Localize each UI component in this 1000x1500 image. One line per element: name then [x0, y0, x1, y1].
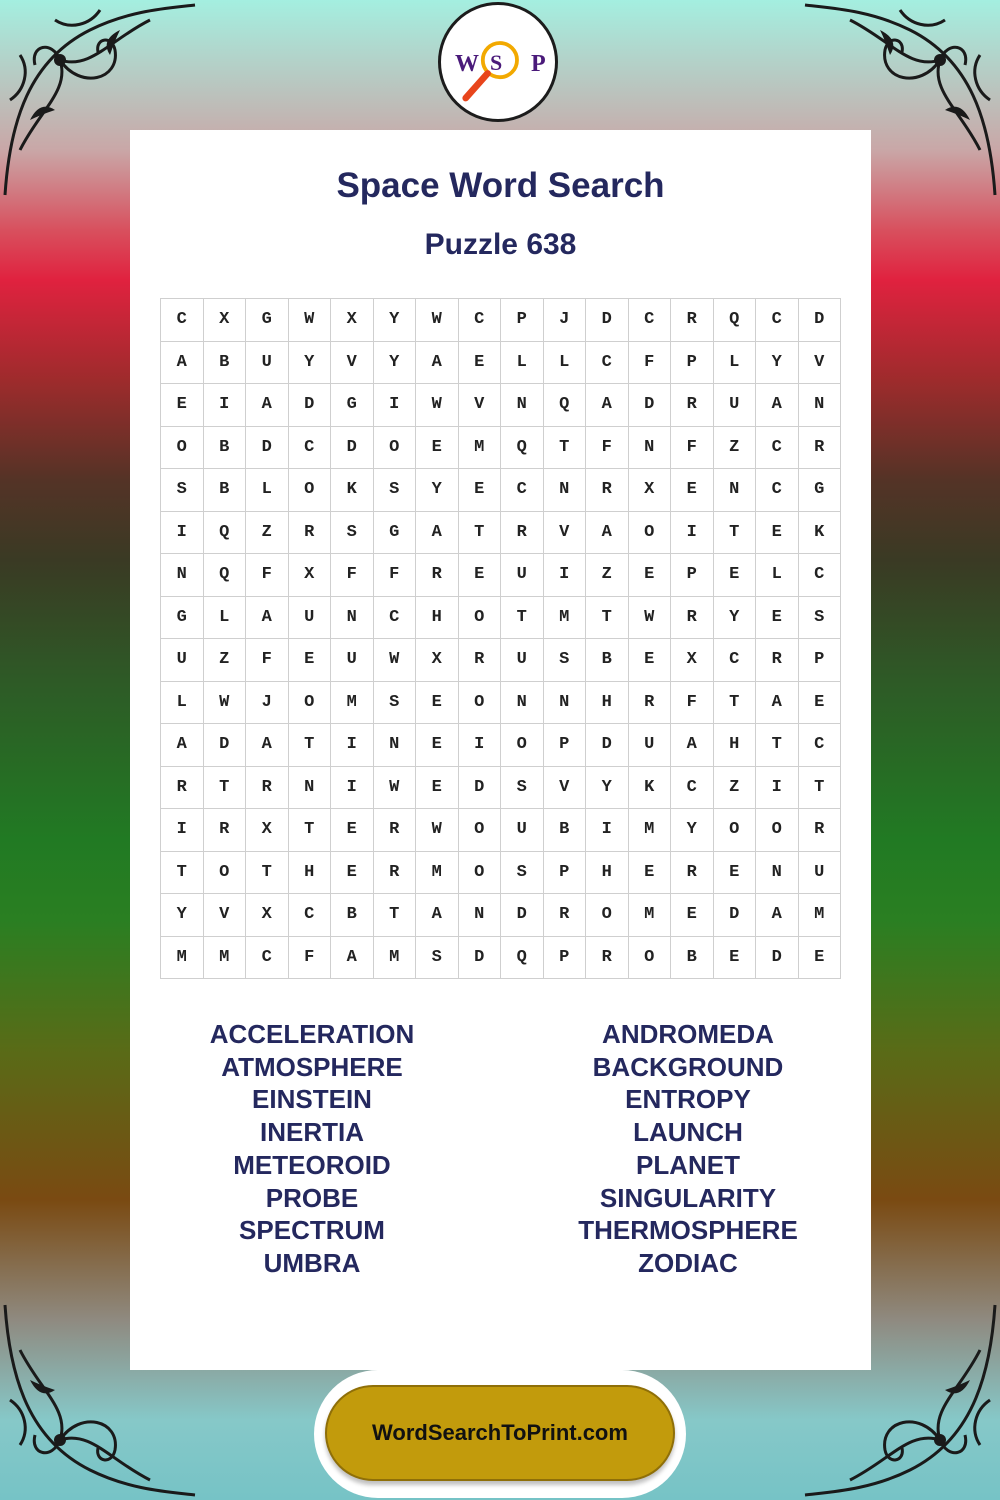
grid-cell[interactable]: Y [671, 809, 714, 852]
grid-cell[interactable]: P [501, 299, 544, 342]
word-item: SINGULARITY [599, 1182, 777, 1213]
grid-cell[interactable]: Q [204, 554, 247, 597]
grid-cell[interactable]: R [756, 639, 799, 682]
grid-cell[interactable]: M [161, 937, 204, 980]
grid-cell[interactable]: V [544, 512, 587, 555]
grid-cell[interactable]: E [416, 724, 459, 767]
grid-cell[interactable]: V [204, 894, 247, 937]
grid-cell[interactable]: S [331, 512, 374, 555]
grid-cell[interactable]: L [714, 342, 757, 385]
grid-cell[interactable]: D [756, 937, 799, 980]
grid-cell[interactable]: Y [714, 597, 757, 640]
grid-cell[interactable]: S [501, 852, 544, 895]
grid-cell[interactable]: T [501, 597, 544, 640]
grid-cell[interactable]: X [671, 639, 714, 682]
grid-cell[interactable]: D [501, 894, 544, 937]
grid-cell[interactable]: C [756, 299, 799, 342]
grid-cell[interactable]: N [544, 682, 587, 725]
grid-cell[interactable]: C [756, 469, 799, 512]
grid-cell[interactable]: S [416, 937, 459, 980]
puzzle-sheet [130, 130, 871, 1370]
grid-cell[interactable]: E [331, 852, 374, 895]
grid-cell[interactable]: A [161, 342, 204, 385]
grid-cell[interactable]: R [629, 682, 672, 725]
word-item: METEOROID [233, 1149, 391, 1180]
grid-cell[interactable]: W [416, 809, 459, 852]
grid-cell[interactable]: H [714, 724, 757, 767]
grid-cell[interactable]: V [331, 342, 374, 385]
logo-letter-s: S [490, 50, 503, 75]
grid-cell[interactable]: Z [714, 427, 757, 470]
grid-cell[interactable]: Y [416, 469, 459, 512]
grid-cell[interactable]: O [204, 852, 247, 895]
grid-cell[interactable]: E [289, 639, 332, 682]
grid-cell[interactable]: R [161, 767, 204, 810]
grid-cell[interactable]: A [246, 724, 289, 767]
grid-cell[interactable]: A [671, 724, 714, 767]
grid-cell[interactable]: D [459, 937, 502, 980]
grid-cell[interactable]: R [459, 639, 502, 682]
grid-cell[interactable]: C [756, 427, 799, 470]
grid-cell[interactable]: M [799, 894, 842, 937]
grid-cell[interactable]: K [331, 469, 374, 512]
grid-cell[interactable]: M [331, 682, 374, 725]
grid-cell[interactable]: I [161, 809, 204, 852]
grid-cell[interactable]: E [459, 342, 502, 385]
grid-cell[interactable]: M [629, 809, 672, 852]
grid-cell[interactable]: B [204, 342, 247, 385]
grid-cell[interactable]: N [459, 894, 502, 937]
word-item: EINSTEIN [252, 1084, 372, 1115]
grid-cell[interactable]: U [289, 597, 332, 640]
grid-cell[interactable]: W [289, 299, 332, 342]
grid-cell[interactable]: E [671, 469, 714, 512]
grid-cell[interactable]: A [416, 894, 459, 937]
grid-cell[interactable]: T [289, 724, 332, 767]
grid-cell[interactable]: O [629, 937, 672, 980]
grid-cell[interactable]: T [714, 682, 757, 725]
grid-cell[interactable]: F [246, 639, 289, 682]
grid-cell[interactable]: F [629, 342, 672, 385]
logo-letter-p: P [531, 51, 546, 77]
grid-cell[interactable]: T [544, 427, 587, 470]
grid-cell[interactable]: O [756, 809, 799, 852]
grid-cell[interactable]: A [586, 384, 629, 427]
grid-cell[interactable]: X [246, 809, 289, 852]
grid-cell[interactable]: R [671, 597, 714, 640]
grid-cell[interactable]: A [246, 384, 289, 427]
grid-cell[interactable]: H [416, 597, 459, 640]
grid-cell[interactable]: N [501, 682, 544, 725]
grid-cell[interactable]: E [629, 852, 672, 895]
grid-cell[interactable]: W [204, 682, 247, 725]
grid-cell[interactable]: U [161, 639, 204, 682]
grid-cell[interactable]: T [289, 809, 332, 852]
grid-cell[interactable]: T [756, 724, 799, 767]
grid-cell[interactable]: E [459, 554, 502, 597]
grid-cell[interactable]: O [586, 894, 629, 937]
grid-cell[interactable]: T [374, 894, 417, 937]
grid-cell[interactable]: N [629, 427, 672, 470]
site-logo[interactable] [438, 2, 558, 122]
word-item: ZODIAC [638, 1247, 738, 1278]
grid-cell[interactable]: P [671, 554, 714, 597]
grid-cell[interactable]: P [671, 342, 714, 385]
grid-cell[interactable]: X [416, 639, 459, 682]
grid-cell[interactable]: Y [756, 342, 799, 385]
grid-cell[interactable]: G [161, 597, 204, 640]
grid-cell[interactable]: N [544, 469, 587, 512]
grid-cell[interactable]: P [544, 852, 587, 895]
grid-cell[interactable]: Q [501, 937, 544, 980]
grid-cell[interactable]: Z [586, 554, 629, 597]
word-item: UMBRA [263, 1247, 361, 1278]
grid-cell[interactable]: D [586, 724, 629, 767]
grid-cell[interactable]: E [416, 427, 459, 470]
grid-cell[interactable]: I [204, 384, 247, 427]
grid-cell[interactable]: H [586, 682, 629, 725]
grid-cell[interactable]: R [799, 427, 842, 470]
grid-cell[interactable]: G [799, 469, 842, 512]
word-item: ATMOSPHERE [221, 1051, 403, 1082]
grid-cell[interactable]: C [799, 554, 842, 597]
grid-cell[interactable]: U [331, 639, 374, 682]
grid-cell[interactable]: S [501, 767, 544, 810]
grid-cell[interactable]: F [671, 427, 714, 470]
puzzle-number: Puzzle 638 [424, 228, 577, 261]
grid-cell[interactable]: P [544, 937, 587, 980]
grid-cell[interactable]: S [161, 469, 204, 512]
grid-cell[interactable]: C [629, 299, 672, 342]
grid-cell[interactable]: N [799, 384, 842, 427]
grid-cell[interactable]: L [161, 682, 204, 725]
grid-cell[interactable]: M [459, 427, 502, 470]
grid-cell[interactable]: P [544, 724, 587, 767]
grid-cell[interactable]: S [544, 639, 587, 682]
grid-cell[interactable]: Y [289, 342, 332, 385]
grid-cell[interactable]: C [161, 299, 204, 342]
grid-cell[interactable]: Y [374, 342, 417, 385]
grid-cell[interactable]: R [374, 809, 417, 852]
grid-cell[interactable]: D [246, 427, 289, 470]
grid-cell[interactable]: I [586, 809, 629, 852]
grid-cell[interactable]: T [246, 852, 289, 895]
grid-cell[interactable]: L [246, 469, 289, 512]
grid-cell[interactable]: M [629, 894, 672, 937]
grid-cell[interactable]: L [501, 342, 544, 385]
grid-cell[interactable]: T [459, 512, 502, 555]
grid-cell[interactable]: C [246, 937, 289, 980]
grid-cell[interactable]: C [586, 342, 629, 385]
grid-cell[interactable]: E [714, 852, 757, 895]
grid-cell[interactable]: A [756, 682, 799, 725]
grid-cell[interactable]: D [289, 384, 332, 427]
grid-cell[interactable]: E [756, 512, 799, 555]
grid-cell[interactable]: E [799, 937, 842, 980]
grid-cell[interactable]: R [289, 512, 332, 555]
grid-cell[interactable]: X [246, 894, 289, 937]
grid-cell[interactable]: E [799, 682, 842, 725]
grid-cell[interactable]: I [459, 724, 502, 767]
grid-cell[interactable]: C [459, 299, 502, 342]
grid-cell[interactable]: I [671, 512, 714, 555]
word-item: PROBE [265, 1182, 359, 1213]
grid-cell[interactable]: O [459, 809, 502, 852]
word-list-right [528, 1018, 848, 1280]
grid-cell[interactable]: Y [374, 299, 417, 342]
grid-cell[interactable]: Q [714, 299, 757, 342]
grid-cell[interactable]: Q [544, 384, 587, 427]
grid-cell[interactable]: B [204, 469, 247, 512]
grid-cell[interactable]: F [246, 554, 289, 597]
grid-cell[interactable]: E [416, 682, 459, 725]
grid-cell[interactable]: R [501, 512, 544, 555]
grid-cell[interactable]: A [161, 724, 204, 767]
grid-cell[interactable]: N [501, 384, 544, 427]
grid-cell[interactable]: U [246, 342, 289, 385]
grid-cell[interactable]: O [374, 427, 417, 470]
grid-cell[interactable]: M [416, 852, 459, 895]
grid-cell[interactable]: O [289, 469, 332, 512]
grid-cell[interactable]: R [671, 852, 714, 895]
grid-cell[interactable]: O [459, 682, 502, 725]
grid-cell[interactable]: B [586, 639, 629, 682]
word-item: ACCELERATION [209, 1019, 415, 1049]
grid-cell[interactable]: L [204, 597, 247, 640]
grid-cell[interactable]: W [416, 299, 459, 342]
grid-cell[interactable]: Z [714, 767, 757, 810]
grid-cell[interactable]: O [459, 597, 502, 640]
grid-cell[interactable]: E [714, 554, 757, 597]
grid-cell[interactable]: A [586, 512, 629, 555]
grid-cell[interactable]: Z [246, 512, 289, 555]
grid-cell[interactable]: E [756, 597, 799, 640]
grid-cell[interactable]: V [799, 342, 842, 385]
word-item: PLANET [636, 1149, 740, 1180]
grid-cell[interactable]: E [671, 894, 714, 937]
grid-cell[interactable]: M [544, 597, 587, 640]
grid-cell[interactable]: R [671, 299, 714, 342]
grid-cell[interactable]: I [331, 767, 374, 810]
grid-cell[interactable]: C [374, 597, 417, 640]
grid-cell[interactable]: A [246, 597, 289, 640]
grid-cell[interactable]: W [374, 639, 417, 682]
grid-cell[interactable]: C [289, 427, 332, 470]
grid-cell[interactable]: N [331, 597, 374, 640]
grid-cell[interactable]: T [714, 512, 757, 555]
grid-cell[interactable]: U [501, 639, 544, 682]
grid-cell[interactable]: C [714, 639, 757, 682]
grid-cell[interactable]: H [586, 852, 629, 895]
grid-cell[interactable]: R [204, 809, 247, 852]
word-item: ENTROPY [625, 1084, 751, 1115]
grid-cell[interactable]: D [204, 724, 247, 767]
grid-cell[interactable]: F [671, 682, 714, 725]
grid-cell[interactable]: K [799, 512, 842, 555]
grid-cell[interactable]: A [331, 937, 374, 980]
grid-cell[interactable]: G [331, 384, 374, 427]
grid-cell[interactable]: J [544, 299, 587, 342]
grid-cell[interactable]: Y [586, 767, 629, 810]
word-item: INERTIA [260, 1117, 364, 1148]
grid-cell[interactable]: T [586, 597, 629, 640]
word-list-left [152, 1018, 472, 1280]
grid-cell[interactable]: X [331, 299, 374, 342]
grid-cell[interactable]: C [501, 469, 544, 512]
letter-grid [160, 298, 841, 979]
grid-cell[interactable]: E [161, 384, 204, 427]
grid-cell[interactable]: R [586, 937, 629, 980]
grid-cell[interactable]: W [374, 767, 417, 810]
grid-cell[interactable]: R [246, 767, 289, 810]
grid-cell[interactable]: O [714, 809, 757, 852]
grid-cell[interactable]: E [714, 937, 757, 980]
grid-cell[interactable]: C [799, 724, 842, 767]
grid-cell[interactable]: A [416, 512, 459, 555]
grid-cell[interactable]: E [629, 554, 672, 597]
grid-cell[interactable]: F [289, 937, 332, 980]
grid-cell[interactable]: G [246, 299, 289, 342]
grid-cell[interactable]: S [799, 597, 842, 640]
grid-cell[interactable]: R [544, 894, 587, 937]
word-item: THERMOSPHERE [578, 1215, 798, 1246]
grid-cell[interactable]: V [544, 767, 587, 810]
grid-cell[interactable]: J [246, 682, 289, 725]
grid-cell[interactable]: F [374, 554, 417, 597]
grid-cell[interactable]: D [331, 427, 374, 470]
grid-cell[interactable]: D [586, 299, 629, 342]
grid-cell[interactable]: A [416, 342, 459, 385]
grid-cell[interactable]: S [374, 682, 417, 725]
grid-cell[interactable]: F [586, 427, 629, 470]
grid-cell[interactable]: X [629, 469, 672, 512]
grid-cell[interactable]: R [586, 469, 629, 512]
grid-cell[interactable]: W [629, 597, 672, 640]
grid-cell[interactable]: I [544, 554, 587, 597]
grid-cell[interactable]: R [416, 554, 459, 597]
grid-cell[interactable]: Q [204, 512, 247, 555]
word-item: SPECTRUM [239, 1215, 385, 1246]
grid-cell[interactable]: I [161, 512, 204, 555]
grid-cell[interactable]: I [374, 384, 417, 427]
grid-cell[interactable]: D [799, 299, 842, 342]
word-item: ANDROMEDA [602, 1019, 774, 1049]
grid-cell[interactable]: U [501, 809, 544, 852]
grid-cell[interactable]: N [714, 469, 757, 512]
grid-cell[interactable]: Q [501, 427, 544, 470]
grid-cell[interactable]: O [501, 724, 544, 767]
grid-cell[interactable]: B [204, 427, 247, 470]
grid-cell[interactable]: W [416, 384, 459, 427]
grid-cell[interactable]: I [331, 724, 374, 767]
grid-cell[interactable]: Y [161, 894, 204, 937]
site-link[interactable]: WordSearchToPrint.com [325, 1385, 675, 1481]
grid-cell[interactable]: U [714, 384, 757, 427]
grid-cell[interactable]: R [374, 852, 417, 895]
grid-cell[interactable]: I [756, 767, 799, 810]
grid-cell[interactable]: L [756, 554, 799, 597]
grid-cell[interactable]: A [756, 384, 799, 427]
grid-cell[interactable]: B [671, 937, 714, 980]
grid-cell[interactable]: B [331, 894, 374, 937]
grid-cell[interactable]: D [459, 767, 502, 810]
page-title: Space Word Search [336, 166, 665, 205]
grid-cell[interactable]: O [629, 512, 672, 555]
grid-cell[interactable]: Z [204, 639, 247, 682]
grid-cell[interactable]: T [161, 852, 204, 895]
grid-cell[interactable]: X [204, 299, 247, 342]
grid-cell[interactable]: D [714, 894, 757, 937]
grid-cell[interactable]: O [161, 427, 204, 470]
grid-cell[interactable]: T [204, 767, 247, 810]
grid-cell[interactable]: R [799, 809, 842, 852]
grid-cell[interactable]: D [629, 384, 672, 427]
word-item: LAUNCH [633, 1117, 743, 1148]
grid-cell[interactable]: C [671, 767, 714, 810]
grid-cell[interactable]: V [459, 384, 502, 427]
grid-cell[interactable]: H [289, 852, 332, 895]
grid-cell[interactable]: O [289, 682, 332, 725]
word-item: BACKGROUND [592, 1051, 784, 1082]
grid-cell[interactable]: K [629, 767, 672, 810]
grid-cell[interactable]: M [374, 937, 417, 980]
grid-cell[interactable]: G [374, 512, 417, 555]
grid-cell[interactable]: N [374, 724, 417, 767]
grid-cell[interactable]: U [629, 724, 672, 767]
grid-cell[interactable]: U [799, 852, 842, 895]
grid-cell[interactable]: O [459, 852, 502, 895]
grid-cell[interactable]: E [459, 469, 502, 512]
grid-cell[interactable]: M [204, 937, 247, 980]
grid-cell[interactable]: X [289, 554, 332, 597]
grid-cell[interactable]: S [374, 469, 417, 512]
grid-cell[interactable]: E [416, 767, 459, 810]
grid-cell[interactable]: E [331, 809, 374, 852]
grid-cell[interactable]: P [799, 639, 842, 682]
grid-cell[interactable]: N [756, 852, 799, 895]
grid-cell[interactable]: E [629, 639, 672, 682]
grid-cell[interactable]: F [331, 554, 374, 597]
grid-cell[interactable]: N [161, 554, 204, 597]
grid-cell[interactable]: B [544, 809, 587, 852]
logo-letter-w: W [455, 51, 479, 77]
grid-cell[interactable]: C [289, 894, 332, 937]
grid-cell[interactable]: A [756, 894, 799, 937]
grid-cell[interactable]: R [671, 384, 714, 427]
grid-cell[interactable]: T [799, 767, 842, 810]
grid-cell[interactable]: U [501, 554, 544, 597]
grid-cell[interactable]: N [289, 767, 332, 810]
grid-cell[interactable]: L [544, 342, 587, 385]
